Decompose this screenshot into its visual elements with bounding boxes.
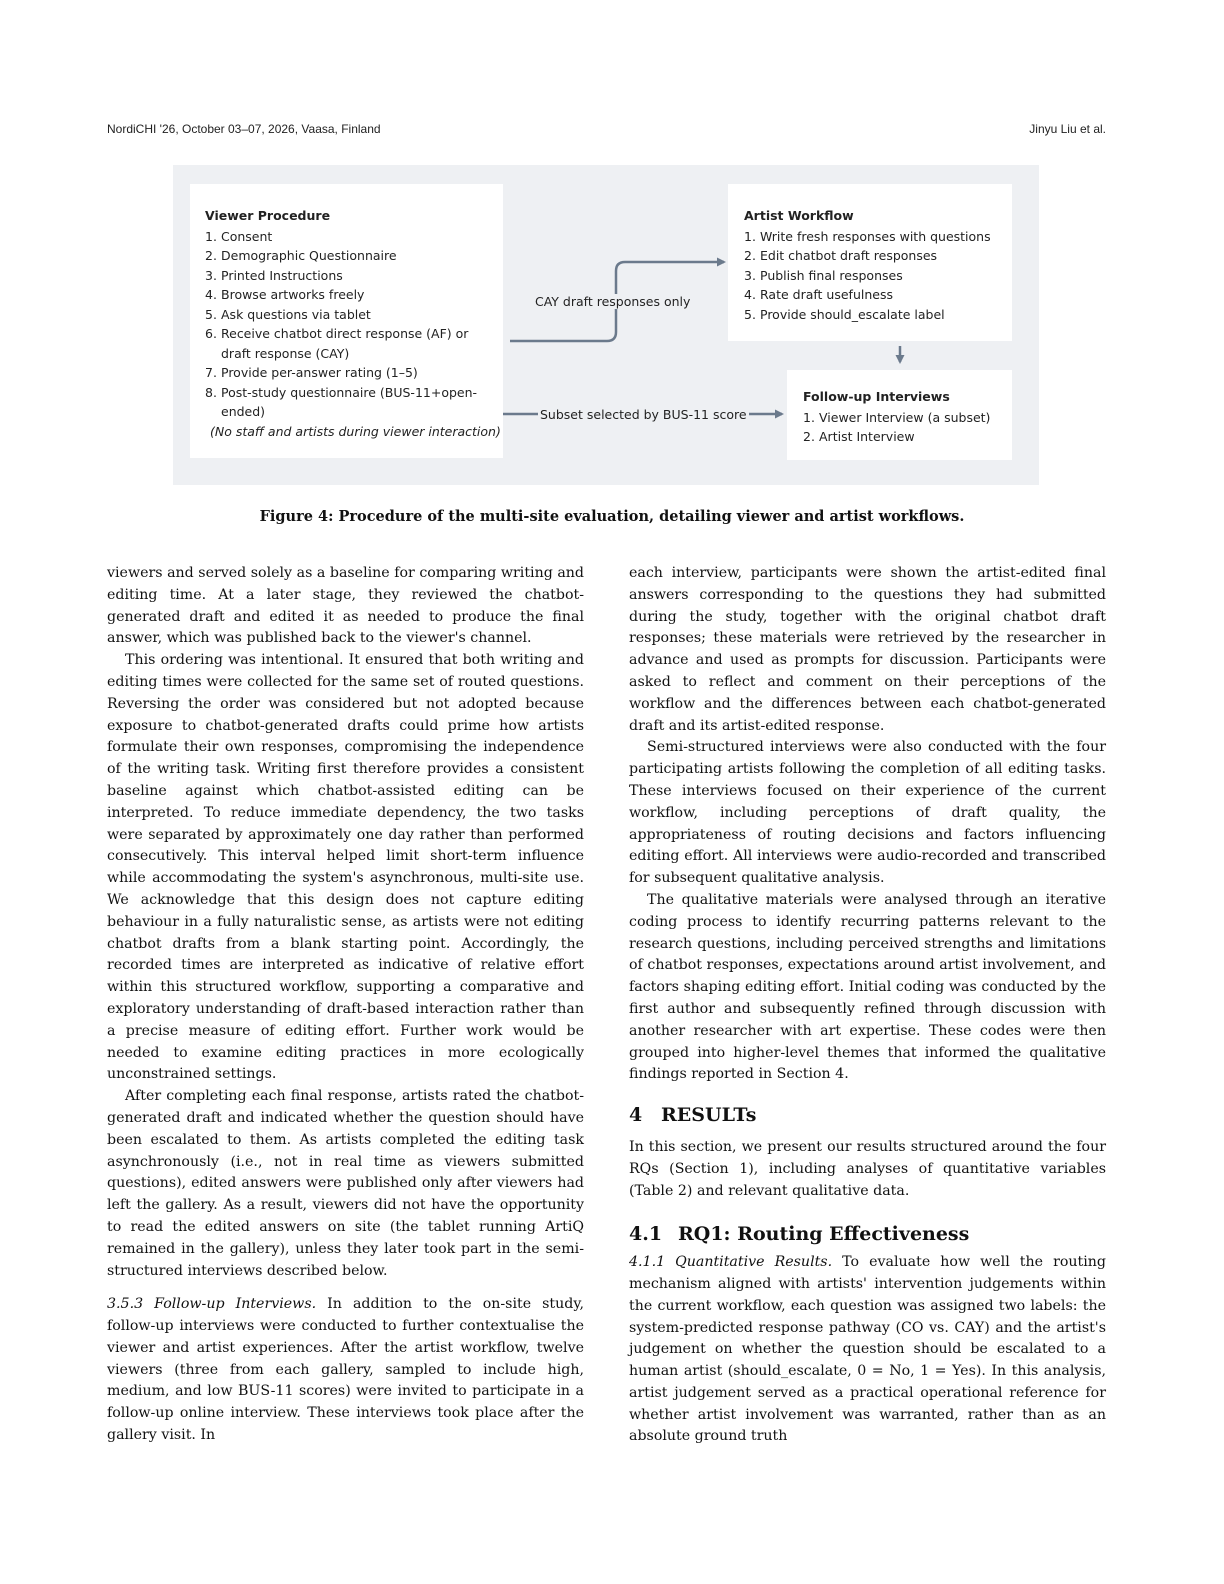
artist-workflow-box xyxy=(728,184,1012,341)
paragraph: Semi-structured interviews were also conducted with the four participating artists following the completion of all editing tasks. These interviews focused on their experience of the current workflow, including perceptions of draft quality, the appropriateness of routing decisions and factors influencing editing effort. All interviews were audio-recorded and transcribed for subsequent qualitative analysis. xyxy=(629,739,1106,887)
viewer-step: 6. Receive chatbot direct response (AF) or draft response (CAY) xyxy=(205,326,469,361)
subsubsection-paragraph: 4.1.1 Quantitative Results. To evaluate how well the routing mechanism aligned with artists' intervention judgements within the current workflow, each question was assigned two labels: the system-predicted response pathway (CO vs. CAY) and the artist's judgement on whether the question should be escalated to a human artist (should_escalate, 0 = No, 1 = Yes). In this analysis, artist judgement served as a practical operational reference for whether artist involvement was warranted, rather than as an absolute ground truth xyxy=(629,1254,1107,1445)
left-column xyxy=(107,563,584,1447)
figure-4-procedure-diagram xyxy=(173,165,1039,485)
viewer-step: 7. Provide per-answer rating (1–5) xyxy=(205,365,418,380)
artist-steps-list xyxy=(744,227,1012,325)
viewer-step: 2. Demographic Questionnaire xyxy=(205,248,397,263)
artist-step: 4. Rate draft usefulness xyxy=(744,287,893,302)
paragraph: The qualitative materials were analysed through an iterative coding process to identify recurring patterns relevant to the research questions, including perceived strengths and limitations of chatbot responses, expectations around artist involvement, and factors shaping editing effort. Initial coding was conducted by the first author and subsequently refined through discussion with another researcher with art expertise. These codes were then grouped into higher-level themes that informed the qualitative findings reported in Section 4. xyxy=(629,891,1106,1083)
paragraph: each interview, participants were shown the artist-edited final answers corresponding to the questions they had submitted during the study, together with the original chatbot draft responses; these materials were retrieved by the researcher in advance and used as prompts for discussion. Participants were asked to reflect and comment on their perceptions of the workflow and the differences between each chatbot-generated draft and its artist-edited response. xyxy=(629,565,1106,734)
artist-step: 3. Publish final responses xyxy=(744,267,903,283)
running-header-venue: NordiCHI '26, October 03–07, 2026, Vaasa, Finland xyxy=(107,122,381,136)
figure-caption: Figure 4: Procedure of the multi-site evaluation, detailing viewer and artist workflows. xyxy=(259,508,965,525)
subsection-heading: 4.1 RQ1: Routing Effectiveness xyxy=(629,1223,970,1246)
viewer-procedure-title: Viewer Procedure xyxy=(205,208,331,223)
paragraph: viewers and served solely as a baseline for comparing writing and editing time. At a later stage, they reviewed the chatbot-generated draft and edited it as needed to produce the final answer, which was published back to the viewer's channel. xyxy=(107,565,584,647)
followup-step: 2. Artist Interview xyxy=(803,429,915,444)
subsubsection-heading: 3.5.3 Follow-up Interviews. xyxy=(107,1296,317,1313)
viewer-step: 5. Ask questions via tablet xyxy=(205,306,371,322)
running-header-authors: Jinyu Liu et al. xyxy=(1029,122,1106,136)
viewer-step: 3. Printed Instructions xyxy=(205,267,343,283)
artist-workflow-title: Artist Workflow xyxy=(744,208,854,223)
viewer-step: 4. Browse artworks freely xyxy=(205,287,365,302)
viewer-step: 1. Consent xyxy=(205,228,273,244)
cay-route-label: CAY draft responses only xyxy=(535,294,691,309)
artist-step: 5. Provide should_escalate label xyxy=(744,306,945,322)
viewer-procedure-box xyxy=(190,184,503,458)
followup-title: Follow-up Interviews xyxy=(803,389,950,404)
section-heading: 4 RESULTs xyxy=(629,1104,757,1127)
paragraph: This ordering was intentional. It ensured that both writing and editing times were collected for the same set of routed questions. Reversing the order was considered but not adopted because exposure to chatbot-generated drafts could prime how artists formulate their own responses, compromising the independence of the writing task. Writing first therefore provides a consistent baseline against which chatbot-assisted editing can be interpreted. To reduce immediate dependency, the two tasks were separated by approximately one day rather than performed consecutively. This interval helped limit short-term influence while accommodating the system's asynchronous, multi-site use. We acknowledge that this design does not capture editing behaviour in a fully naturalistic sense, as artists were not editing chatbot drafts from a blank starting point. Accordingly, the recorded times are interpreted as indicative of relative effort within this structured workflow, supporting a comparative and exploratory understanding of draft-based interaction rather than a precise measure of editing effort. Further work would be needed to examine editing practices in more ecologically unconstrained settings. xyxy=(107,652,584,1083)
viewer-steps-list xyxy=(205,227,503,422)
paragraph: In this section, we present our results structured around the four RQs (Section 1), including analyses of quantitative variables (Table 2) and relevant qualitative data. xyxy=(629,1138,1106,1199)
followup-steps-list xyxy=(803,408,1012,447)
subsubsection-heading: Quantitative Results. xyxy=(675,1254,833,1271)
artist-step: 1. Write fresh responses with questions xyxy=(744,228,991,244)
right-column xyxy=(629,563,1106,1448)
subset-route-label: Subset selected by BUS-11 score xyxy=(540,407,747,422)
viewer-note: (No staff and artists during viewer interaction) xyxy=(210,423,501,439)
viewer-step: 8. Post-study questionnaire (BUS-11+open-ended) xyxy=(205,384,478,419)
artist-step: 2. Edit chatbot draft responses xyxy=(744,248,938,263)
followup-step: 1. Viewer Interview (a subset) xyxy=(803,409,991,425)
subsubsection-paragraph: 3.5.3 Follow-up Interviews. In addition to the on-site study, follow-up interviews were conducted to further contextualise the viewer and artist experiences. After the artist workflow, twelve viewers (three from each gallery, sampled to include high, medium, and low BUS-11 scores) were invited to participate in a follow-up online interview. These interviews took place after the gallery visit. In xyxy=(107,1296,584,1444)
paragraph: After completing each final response, artists rated the chatbot-generated draft and indicated whether the question should have been escalated to them. As artists completed the editing task asynchronously (i.e., not in real time as viewers submitted questions), edited answers were published only after viewers had left the gallery. As a result, viewers did not have the opportunity to read the edited answers on site (the tablet running ArtiQ remained in the gallery), unless they later took part in the semi-structured interviews described below. xyxy=(107,1088,584,1279)
followup-interviews-box xyxy=(787,370,1012,460)
